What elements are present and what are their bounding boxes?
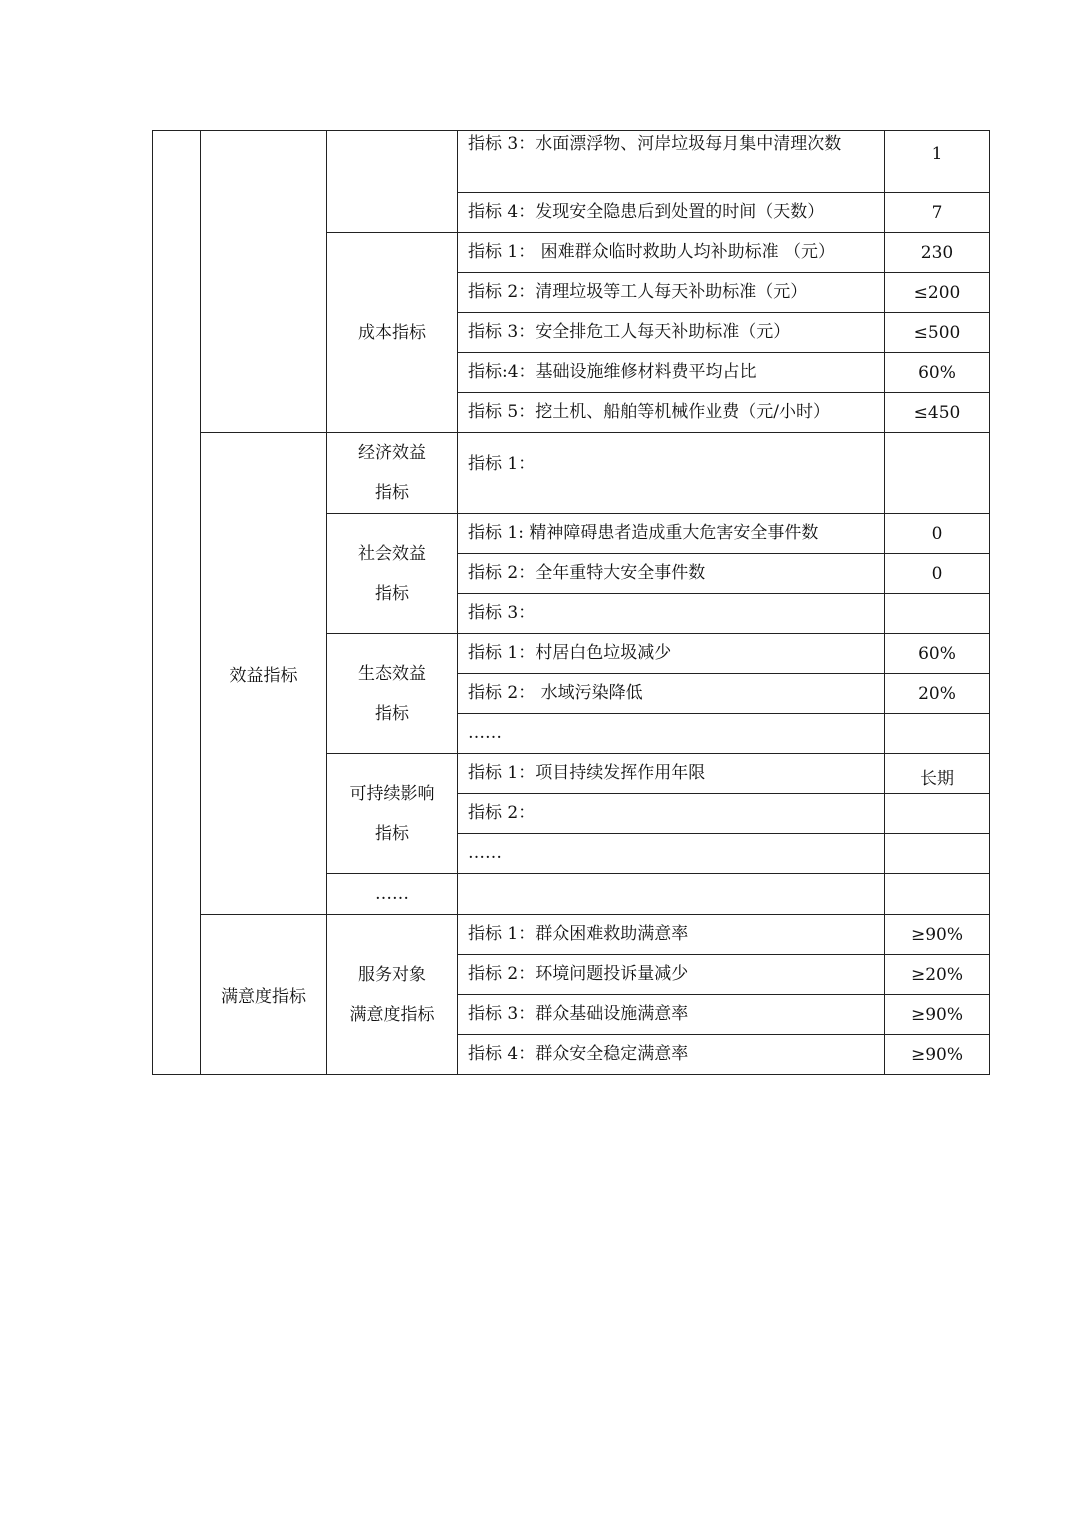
indicator-value: 20% bbox=[918, 684, 956, 704]
indicator-text: 指标 3：群众基础设施满意率 bbox=[468, 1004, 689, 1024]
indicator-cell bbox=[458, 131, 885, 193]
indicator-value bbox=[885, 714, 989, 724]
table-row bbox=[153, 915, 990, 955]
indicator-value bbox=[885, 594, 989, 604]
indicator-cell bbox=[458, 554, 885, 594]
indicator-value: ≥90% bbox=[910, 1005, 964, 1025]
indicator-value: ≥90% bbox=[910, 925, 964, 945]
indicator-text: 指标 1: 精神障碍患者造成重大危害安全事件数 bbox=[468, 523, 819, 543]
indicator-value: 230 bbox=[920, 243, 954, 263]
table-row bbox=[153, 131, 990, 193]
level2-cell-benefit bbox=[201, 433, 327, 915]
indicator-cell bbox=[458, 514, 885, 554]
indicator-value: 7 bbox=[931, 203, 943, 223]
value-cell bbox=[885, 393, 990, 433]
level3-cell-ecological bbox=[327, 634, 458, 754]
indicator-text bbox=[468, 874, 876, 882]
indicator-text: 指标 3：安全排危工人每天补助标准（元） bbox=[468, 322, 791, 342]
indicator-value: 60% bbox=[918, 644, 956, 664]
level2-label: 效益指标 bbox=[229, 666, 298, 686]
level3-cell-social bbox=[327, 514, 458, 634]
indicator-cell bbox=[458, 714, 885, 754]
value-cell bbox=[885, 193, 990, 233]
indicator-value bbox=[885, 794, 989, 804]
indicator-text: 指标 1：村居白色垃圾减少 bbox=[468, 643, 672, 663]
indicator-cell bbox=[458, 874, 885, 915]
level3-cell-economic bbox=[327, 433, 458, 514]
indicator-cell bbox=[458, 794, 885, 834]
indicator-text: 指标:4：基础设施维修材料费平均占比 bbox=[468, 362, 757, 382]
indicator-cell bbox=[458, 955, 885, 995]
indicator-value: ≤450 bbox=[913, 403, 961, 423]
indicator-value: ≤500 bbox=[913, 323, 961, 343]
level2-cell-satisfaction bbox=[201, 915, 327, 1075]
value-cell bbox=[885, 273, 990, 313]
indicator-text: 指标 2：环境问题投诉量减少 bbox=[468, 964, 689, 984]
indicator-text: 指标 1：群众困难救助满意率 bbox=[468, 924, 689, 944]
indicator-text: 指标 1： bbox=[468, 454, 536, 474]
level3-label: 成本指标 bbox=[358, 322, 426, 343]
indicator-value bbox=[885, 874, 989, 884]
indicator-text: 指标 1：项目持续发挥作用年限 bbox=[468, 763, 706, 783]
value-cell bbox=[885, 131, 990, 193]
indicator-text: 指标 2： bbox=[468, 803, 536, 823]
value-cell bbox=[885, 554, 990, 594]
value-cell bbox=[885, 634, 990, 674]
value-cell bbox=[885, 233, 990, 273]
level3-label: 服务对象 bbox=[358, 964, 426, 985]
indicator-text: …… bbox=[468, 843, 502, 863]
indicator-value: ≤200 bbox=[913, 283, 961, 303]
level3-label: 指标 bbox=[375, 583, 409, 604]
indicator-cell bbox=[458, 594, 885, 634]
indicator-text: 指标 3： bbox=[468, 603, 536, 623]
level3-label: 社会效益 bbox=[358, 543, 426, 564]
level3-label: 可持续影响 bbox=[349, 783, 435, 804]
level3-label: 指标 bbox=[375, 823, 409, 844]
indicator-value: ≥20% bbox=[910, 965, 964, 985]
indicator-value bbox=[885, 433, 989, 443]
value-cell bbox=[885, 915, 990, 955]
value-cell bbox=[885, 794, 990, 834]
level3-label: 生态效益 bbox=[358, 663, 426, 684]
level1-cell bbox=[153, 131, 201, 1075]
value-cell bbox=[885, 674, 990, 714]
indicator-cell bbox=[458, 834, 885, 874]
indicator-text: 指标 2：清理垃圾等工人每天补助标准（元） bbox=[468, 282, 808, 302]
indicator-text: 指标 3：水面漂浮物、河岸垃圾每月集中清理次数 bbox=[468, 134, 842, 154]
value-cell bbox=[885, 594, 990, 634]
indicator-text: 指标 2： 水域污染降低 bbox=[468, 683, 643, 703]
indicator-value: 60% bbox=[918, 363, 956, 383]
indicator-value: 0 bbox=[931, 564, 943, 584]
level3-label: 经济效益 bbox=[358, 443, 426, 463]
value-cell bbox=[885, 955, 990, 995]
value-cell bbox=[885, 754, 990, 794]
level3-cell-sustainable bbox=[327, 754, 458, 874]
indicator-value bbox=[885, 834, 989, 844]
value-cell bbox=[885, 874, 990, 915]
level3-cell-timeliness bbox=[327, 131, 458, 233]
indicator-cell bbox=[458, 1035, 885, 1075]
level2-cell-output bbox=[201, 131, 327, 433]
indicator-text: 指标 1： 困难群众临时救助人均补助标准 （元） bbox=[468, 242, 836, 262]
indicator-cell bbox=[458, 273, 885, 313]
indicator-cell bbox=[458, 433, 885, 514]
table-row bbox=[153, 433, 990, 514]
indicator-value: 0 bbox=[931, 524, 943, 544]
indicator-cell bbox=[458, 353, 885, 393]
indicator-cell bbox=[458, 995, 885, 1035]
indicator-value: 长期 bbox=[920, 769, 954, 789]
indicator-cell bbox=[458, 313, 885, 353]
indicator-cell bbox=[458, 754, 885, 794]
indicator-cell bbox=[458, 393, 885, 433]
value-cell bbox=[885, 1035, 990, 1075]
indicator-text: 指标 2：全年重特大安全事件数 bbox=[468, 563, 706, 583]
indicator-cell bbox=[458, 674, 885, 714]
level3-cell-service bbox=[327, 915, 458, 1075]
level2-label: 满意度指标 bbox=[221, 987, 306, 1007]
indicator-text: 指标 4：群众安全稳定满意率 bbox=[468, 1044, 689, 1064]
value-cell bbox=[885, 714, 990, 754]
value-cell bbox=[885, 995, 990, 1035]
level3-cell-cost bbox=[327, 233, 458, 433]
indicator-text: …… bbox=[468, 723, 502, 743]
value-cell bbox=[885, 353, 990, 393]
indicator-table bbox=[152, 130, 990, 1075]
value-cell bbox=[885, 834, 990, 874]
indicator-cell bbox=[458, 915, 885, 955]
level3-label: …… bbox=[375, 884, 409, 904]
level3-label: 满意度指标 bbox=[349, 1004, 435, 1025]
value-cell bbox=[885, 433, 990, 514]
level3-cell-more bbox=[327, 874, 458, 915]
indicator-value: ≥90% bbox=[910, 1045, 964, 1065]
level3-label: 指标 bbox=[375, 483, 409, 503]
indicator-text: 指标 4：发现安全隐患后到处置的时间（天数） bbox=[468, 202, 825, 222]
indicator-cell bbox=[458, 634, 885, 674]
indicator-cell bbox=[458, 193, 885, 233]
value-cell bbox=[885, 313, 990, 353]
level3-label: 指标 bbox=[375, 703, 409, 724]
indicator-value: 1 bbox=[931, 144, 943, 164]
value-cell bbox=[885, 514, 990, 554]
indicator-text: 指标 5：挖土机、船舶等机械作业费（元/小时） bbox=[468, 402, 830, 422]
indicator-cell bbox=[458, 233, 885, 273]
